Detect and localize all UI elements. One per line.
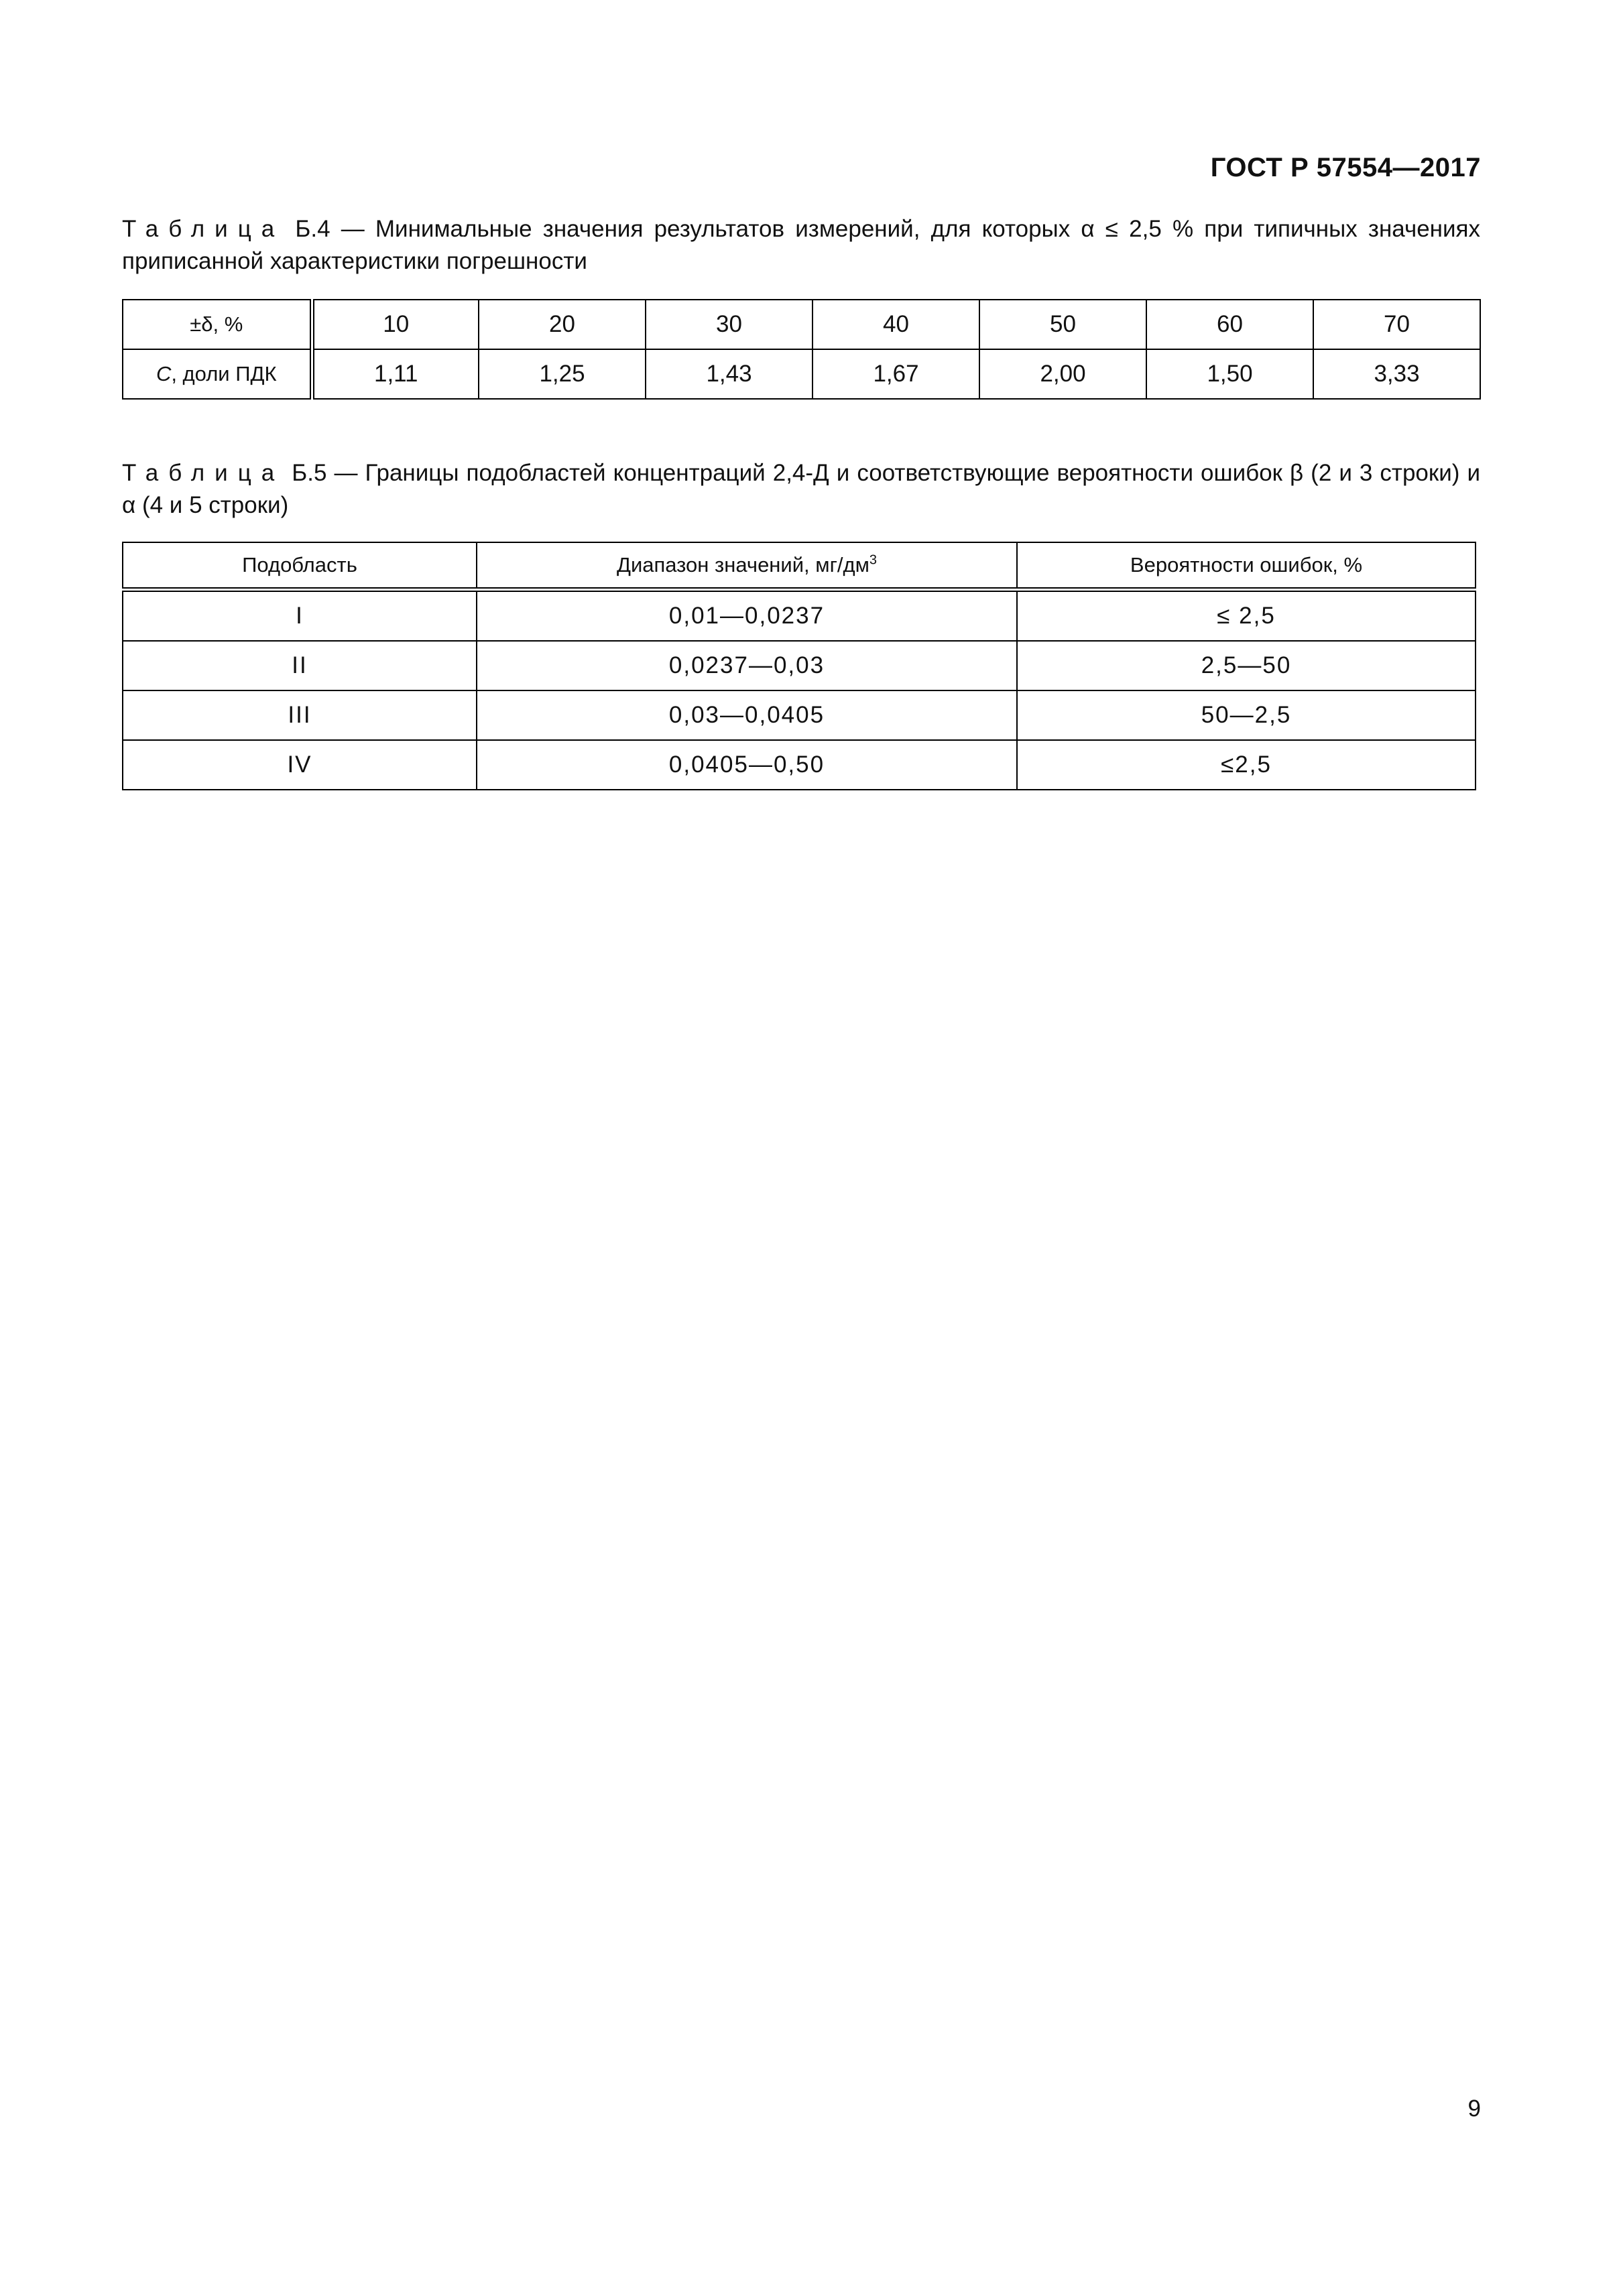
table-cell: 40 — [813, 300, 979, 349]
subarea-cell: I — [123, 590, 477, 642]
subarea-cell: IV — [123, 740, 477, 790]
column-header-range-text: Диапазон значений, мг/дм — [616, 553, 869, 577]
column-header-range — [477, 542, 1017, 590]
probability-cell: 50—2,5 — [1017, 690, 1476, 740]
table-b4 — [122, 299, 1481, 400]
unit-exponent: 3 — [869, 552, 878, 568]
table-row — [123, 740, 1476, 790]
table-cell: 50 — [979, 300, 1146, 349]
probability-cell: ≤ 2,5 — [1017, 590, 1476, 642]
concentration-symbol: С — [156, 362, 172, 385]
table-b4-row-head — [123, 349, 312, 399]
probability-cell: ≤2,5 — [1017, 740, 1476, 790]
table-row — [123, 349, 1480, 399]
table-cell: 10 — [312, 300, 479, 349]
table-cell: 3,33 — [1313, 349, 1480, 399]
table-cell: 1,67 — [813, 349, 979, 399]
subarea-cell: II — [123, 641, 477, 690]
table-b4-row-head: ±δ, % — [123, 300, 312, 349]
document-code: ГОСТ Р 57554—2017 — [1210, 153, 1481, 182]
table-cell: 1,43 — [646, 349, 813, 399]
range-cell: 0,03—0,0405 — [477, 690, 1017, 740]
table-cell: 2,00 — [979, 349, 1146, 399]
table-cell: 1,50 — [1146, 349, 1313, 399]
table-cell: 20 — [479, 300, 646, 349]
concentration-unit: , доли ПДК — [171, 362, 277, 385]
table-row — [123, 641, 1476, 690]
table-header-row — [123, 542, 1476, 590]
table-cell: 1,25 — [479, 349, 646, 399]
table-b5-caption-word: Таблица — [122, 460, 285, 486]
table-cell: 70 — [1313, 300, 1480, 349]
table-b5-caption-text: Б.5 — Границы подобластей концентраций 2,4-Д и соответствующие вероятности ошибок β (2 и 3 строки) и α (4 и 5 строки) — [122, 460, 1480, 518]
table-b5-caption — [122, 457, 1480, 522]
table-row — [123, 690, 1476, 740]
table-cell: 30 — [646, 300, 813, 349]
table-cell: 60 — [1146, 300, 1313, 349]
table-row — [123, 590, 1476, 642]
table-row — [123, 300, 1480, 349]
range-cell: 0,0237—0,03 — [477, 641, 1017, 690]
table-b4-caption-word: Таблица — [122, 216, 285, 242]
column-header-probability: Вероятности ошибок, % — [1017, 542, 1476, 590]
table-cell: 1,11 — [312, 349, 479, 399]
page-number: 9 — [1467, 2096, 1481, 2122]
table-b4-caption — [122, 213, 1480, 278]
table-b5 — [122, 542, 1476, 790]
table-b4-caption-text: Б.4 — Минимальные значения результатов измерений, для которых α ≤ 2,5 % при типичных значениях приписанной характеристики погрешности — [122, 216, 1480, 274]
range-cell: 0,0405—0,50 — [477, 740, 1017, 790]
subarea-cell: III — [123, 690, 477, 740]
range-cell: 0,01—0,0237 — [477, 590, 1017, 642]
column-header-subarea: Подобласть — [123, 542, 477, 590]
probability-cell: 2,5—50 — [1017, 641, 1476, 690]
